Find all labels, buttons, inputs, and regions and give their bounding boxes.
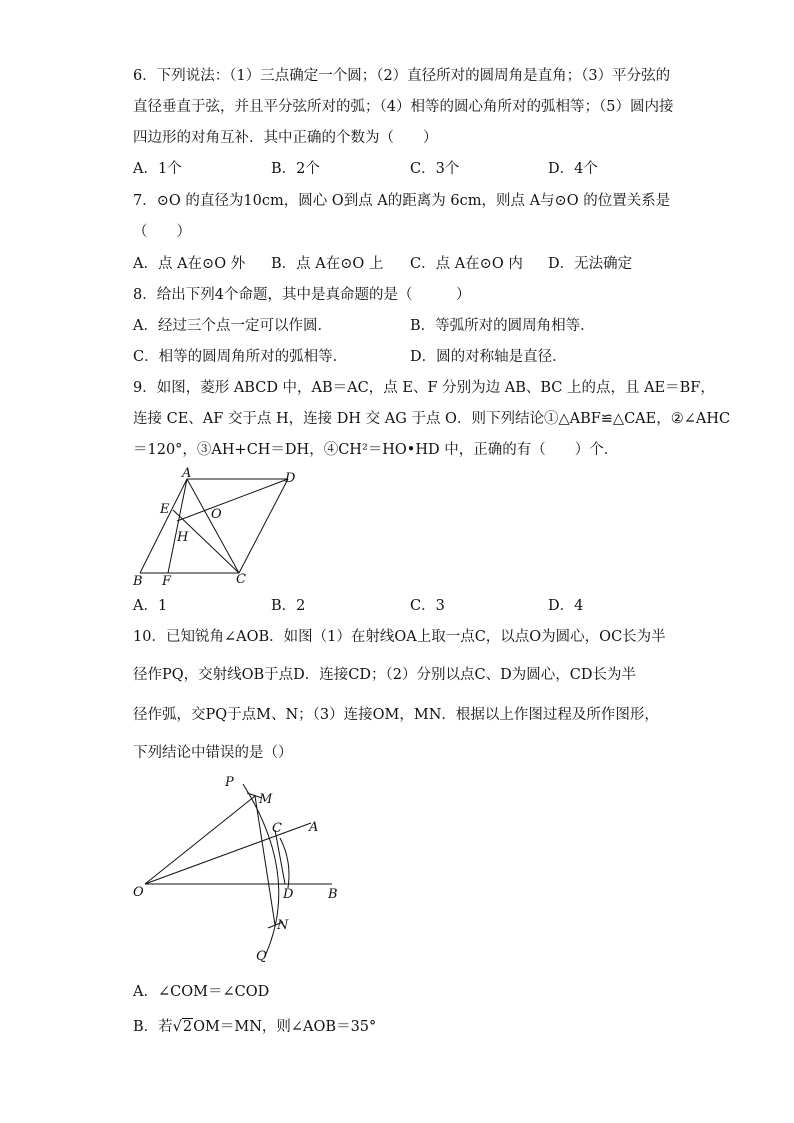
q7-option-c: C．点 A在⊙O 内 xyxy=(410,256,523,272)
q8-option-c: C．相等的圆周角所对的弧相等． xyxy=(133,349,348,365)
segment-cd xyxy=(239,479,288,573)
q9-options xyxy=(133,596,673,616)
q6-option-c: C．3个 xyxy=(410,161,460,177)
label-c: C xyxy=(272,821,282,836)
q6-line-2: 直径垂直于弦，并且平分弦所对的弧；（4）相等的圆心角所对的弧相等；（5）圆内接 xyxy=(133,99,674,115)
q10-line-1: 10．已知锐角∠AOB．如图（1）在射线OA上取一点C，以点O为圆心，OC长为半 xyxy=(133,629,666,645)
q6-option-d: D．4个 xyxy=(548,161,598,177)
q7-option-d: D．无法确定 xyxy=(548,256,633,272)
label-e: E xyxy=(160,502,170,517)
q7-line-1: 7．⊙O 的直径为10cm，圆心 O到点 A的距离为 6cm，则点 A与⊙O 的位置关系是 xyxy=(133,193,671,209)
q10-option-b xyxy=(133,1017,376,1037)
segment-ab xyxy=(140,479,187,573)
segment-mn xyxy=(255,796,275,925)
q10-option-b-radicand: 2 xyxy=(182,1019,193,1035)
q6-option-b: B．2个 xyxy=(271,161,320,177)
q9-option-c: C．3 xyxy=(410,598,445,614)
label-m: M xyxy=(259,792,273,807)
q9-line-1: 9．如图，菱形 ABCD 中，AB＝AC，点 E、F 分别为边 AB、BC 上的点，且 AE＝BF， xyxy=(133,380,715,396)
label-o: O xyxy=(211,507,222,522)
q10-option-a: A．∠COM＝∠COD xyxy=(133,984,270,1000)
q7-options xyxy=(133,254,673,274)
q10-option-b-prefix: B．若 xyxy=(133,1019,173,1035)
label-c: C xyxy=(236,572,246,587)
label-q: Q xyxy=(256,949,267,964)
label-p: P xyxy=(225,775,234,790)
q6-line-3: 四边形的对角互补．其中正确的个数为（ ） xyxy=(133,130,438,146)
q10-option-b-rest: OM＝MN，则∠AOB＝35° xyxy=(193,1019,377,1035)
q9-line-2: 连接 CE、AF 交于点 H，连接 DH 交 AG 于点 O．则下列结论①△ABF≌△CAE，②∠AHC xyxy=(133,411,731,427)
q9-option-b: B．2 xyxy=(271,598,306,614)
label-h: H xyxy=(177,530,189,545)
label-o: O xyxy=(133,885,144,900)
label-d: D xyxy=(283,887,294,902)
label-f: F xyxy=(162,574,172,589)
sqrt-symbol: √ xyxy=(172,1019,182,1035)
label-b: B xyxy=(328,887,338,902)
label-a: A xyxy=(182,466,192,481)
label-d: D xyxy=(285,471,296,486)
segment-om xyxy=(145,796,255,884)
q8-option-a: A．经过三个点一定可以作圆． xyxy=(133,318,332,334)
q10-line-2: 径作PQ，交射线OB于点D．连接CD；（2）分别以点C、D为圆心，CD长为半 xyxy=(133,667,636,683)
segment-ac xyxy=(187,479,239,573)
q10-angle-figure xyxy=(125,766,350,971)
q7-option-b: B．点 A在⊙O 上 xyxy=(271,256,384,272)
q7-line-2: （ ） xyxy=(133,224,191,240)
label-n: N xyxy=(277,918,289,933)
q10-line-3: 径作弧，交PQ于点M、N；（3）连接OM，MN．根据以上作图过程及所作图形， xyxy=(133,707,659,723)
q6-line-1: 6．下列说法：（1）三点确定一个圆；（2）直径所对的圆周角是直角；（3）平分弦的 xyxy=(133,68,671,84)
q6-option-a: A．1个 xyxy=(133,161,182,177)
q8-option-d: D．圆的对称轴是直径． xyxy=(410,349,567,365)
segment-af xyxy=(168,479,187,573)
q9-rhombus-figure xyxy=(125,466,310,591)
label-a: A xyxy=(309,820,319,835)
q9-option-a: A．1 xyxy=(133,598,168,614)
q8-option-b: B．等弧所对的圆周角相等． xyxy=(410,318,595,334)
label-b: B xyxy=(133,574,143,589)
q9-option-d: D．4 xyxy=(548,598,584,614)
arc-pq xyxy=(243,784,279,956)
q9-line-3: ＝120°，③AH+CH＝DH，④CH²＝HO•HD 中，正确的有（ ）个． xyxy=(133,442,619,458)
q7-option-a: A．点 A在⊙O 外 xyxy=(133,256,246,272)
q10-line-4: 下列结论中错误的是（） xyxy=(133,745,293,761)
segment-dh xyxy=(177,479,288,521)
q8-line-1: 8．给出下列4个命题，其中是真命题的是（ ） xyxy=(133,287,471,303)
q6-options xyxy=(133,159,673,179)
q8-options-row-2 xyxy=(133,347,673,367)
q8-options-row-1 xyxy=(133,316,673,336)
